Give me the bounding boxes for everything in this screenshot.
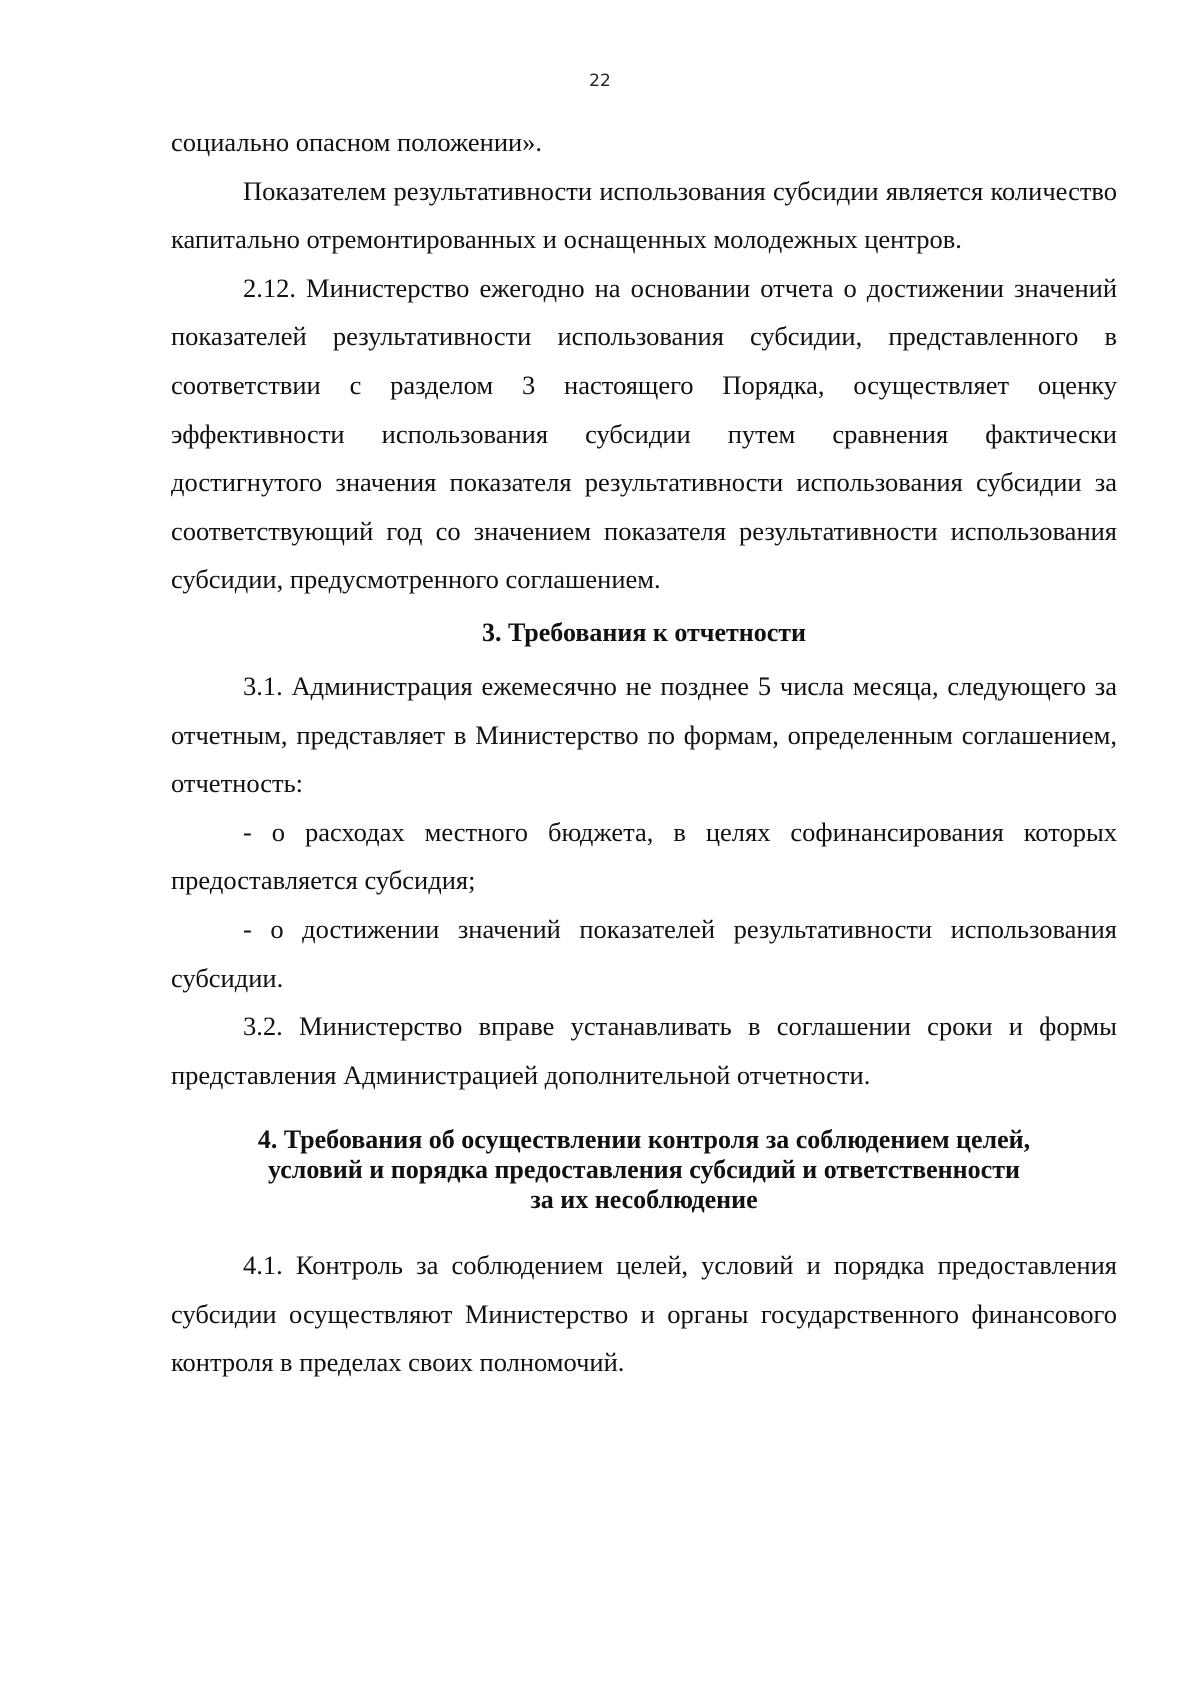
paragraph-2-12: 2.12. Министерство ежегодно на основании отчета о достижении значений показателей результативности использования субсидии, представленного в соответствии с разделом 3 настоящего Порядка, осуществляет оценку эффективности использования субсидии путем сравнения фактически достигнутого значения показателя результативности использования субсидии за соответствующий год со значением показателя результативности использования субсидии, предусмотренного соглашением. [171, 272, 1117, 595]
paragraph-3-1: 3.1. Администрация ежемесячно не позднее 5 числа месяца, следующего за отчетным, представляет в Министерство по формам, определенным соглашением, отчетность: [171, 670, 1117, 799]
list-item-expenses: - о расходах местного бюджета, в целях софинансирования которых предоставляется субсидия; [171, 816, 1117, 896]
list-item-indicators: - о достижении значений показателей результативности использования субсидии. [171, 913, 1117, 993]
paragraph-prev-tail: социально опасном положении». [171, 127, 543, 157]
section-4-heading [171, 1125, 1117, 1215]
section-3-heading: 3. Требования к отчетности [481, 617, 807, 647]
paragraph-4-1: 4.1. Контроль за соблюдением целей, условий и порядка предоставления субсидии осуществляют Министерство и органы государственного финансового контроля в пределах своих полномочий. [171, 1250, 1117, 1378]
section-4-heading-line-2: условий и порядка предоставления субсидий и ответственности [268, 1155, 1020, 1185]
paragraph-indicator: Показателем результативности использования субсидии является количество капитально отремонтированных и оснащенных молодежных центров. [171, 175, 1117, 255]
page-number: 22 [589, 71, 611, 91]
section-4-heading-line-1: 4. Требования об осуществлении контроля за соблюдением целей, [257, 1125, 1031, 1155]
section-4-heading-line-3: за их несоблюдение [530, 1185, 758, 1215]
document-body [171, 118, 1117, 1387]
paragraph-3-2: 3.2. Министерство вправе устанавливать в соглашении сроки и формы представления Администрацией дополнительной отчетности. [171, 1011, 1117, 1090]
